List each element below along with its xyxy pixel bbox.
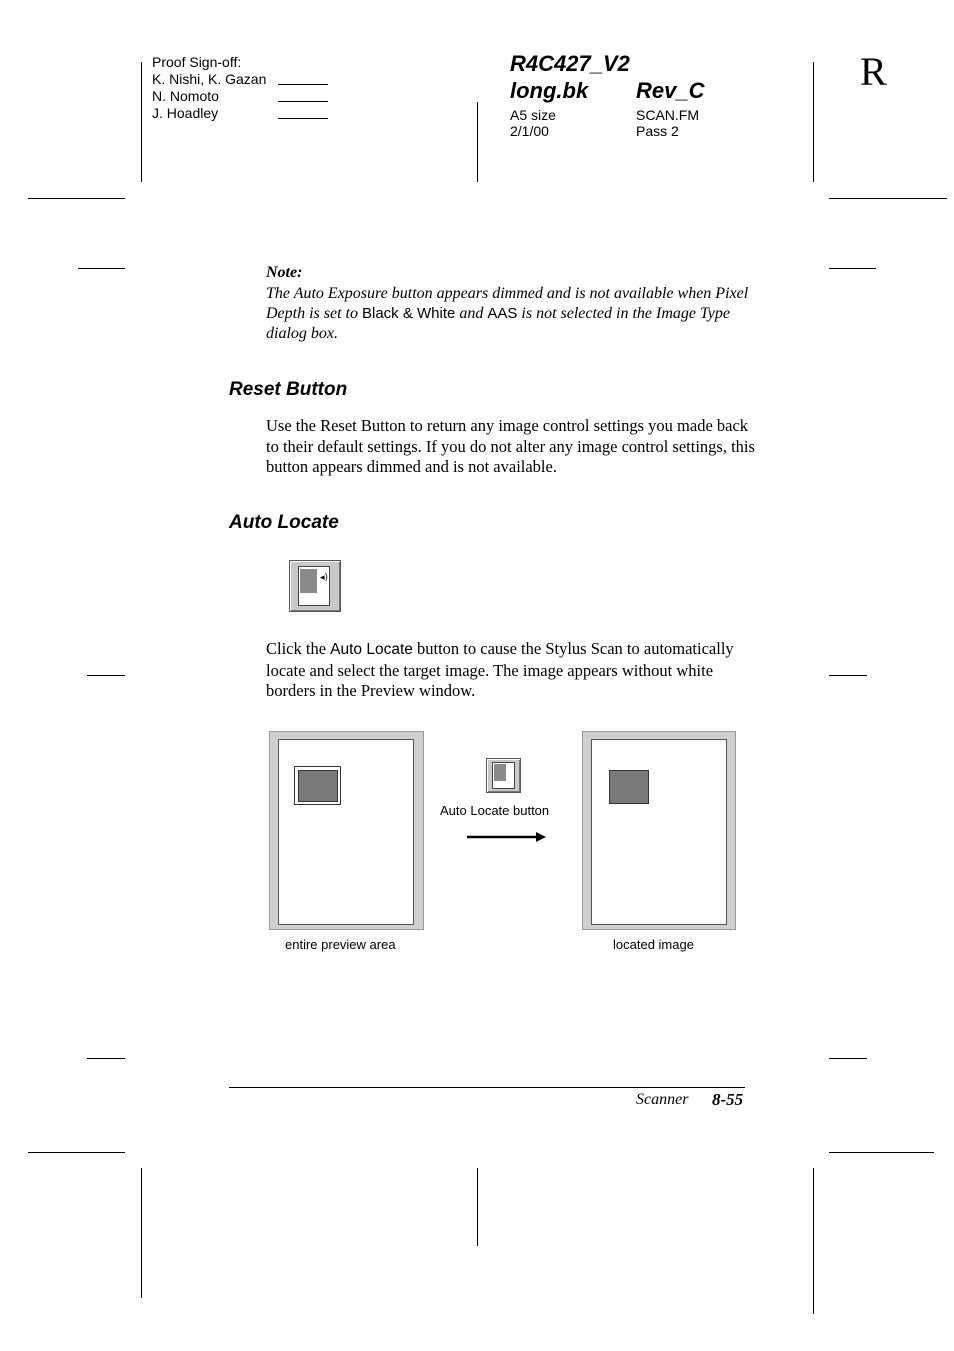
auto-locate-heading: Auto Locate — [229, 512, 339, 533]
crop-mark — [78, 268, 125, 269]
body-text: Click the — [266, 639, 331, 658]
speaker-icon: ◂) — [320, 573, 329, 583]
preview-page — [591, 739, 727, 925]
crop-mark — [28, 1152, 125, 1153]
pass-number: Pass 2 — [636, 123, 679, 139]
note-text: The Auto Exposure button appears dimmed and is not available when Pixel Depth is set to — [266, 285, 749, 322]
crop-mark — [829, 1058, 867, 1059]
page-number: 8-55 — [712, 1090, 744, 1109]
signoff-name: K. Nishi, K. Gazan — [152, 71, 267, 87]
auto-locate-button-small-icon — [486, 758, 521, 793]
crop-mark — [477, 1168, 478, 1246]
crop-mark — [813, 62, 814, 182]
crop-mark — [829, 198, 947, 199]
crop-mark — [813, 1168, 814, 1314]
arrow-right-icon — [466, 830, 548, 844]
proof-signoff — [152, 54, 328, 122]
crop-mark — [829, 268, 876, 269]
crop-mark — [829, 675, 867, 676]
located-image — [609, 770, 649, 804]
corner-letter: R — [860, 49, 887, 94]
crop-mark — [28, 198, 125, 199]
signoff-line — [278, 71, 328, 85]
note-ui-term: Black & White — [362, 305, 456, 322]
body-ui-term: Auto Locate — [330, 641, 413, 658]
image-area-icon — [300, 569, 317, 593]
note-heading: Note: — [266, 264, 303, 281]
crop-mark — [87, 675, 125, 676]
crop-mark — [141, 1168, 142, 1298]
doc-date: 2/1/00 — [510, 123, 549, 139]
footer-rule — [229, 1087, 745, 1088]
auto-locate-button-icon — [289, 560, 341, 612]
signoff-name: N. Nomoto — [152, 88, 219, 104]
image-area-icon — [494, 764, 506, 781]
page-size: A5 size — [510, 107, 556, 123]
note-text: is not selected in the Image Type dialog box. — [266, 305, 730, 342]
right-caption: located image — [613, 937, 694, 952]
button-caption: Auto Locate button — [440, 803, 550, 818]
crop-mark — [477, 102, 478, 182]
crop-mark — [141, 62, 142, 182]
body-text: button to cause the Stylus Scan to automatically locate and select the target image. The image appears without white borders in the Preview window. — [266, 639, 734, 700]
crop-mark — [87, 1058, 125, 1059]
footer-section: Scanner — [636, 1091, 689, 1108]
revision: Rev_C — [636, 78, 705, 103]
doc-code: R4C427_V2 — [510, 51, 630, 76]
proof-title: Proof Sign-off: — [152, 54, 242, 70]
entire-preview-frame — [269, 731, 424, 930]
crop-mark — [829, 1152, 934, 1153]
left-caption: entire preview area — [285, 937, 396, 952]
signoff-line — [278, 88, 328, 102]
located-image-frame — [582, 731, 736, 930]
signoff-line — [278, 105, 328, 119]
note-text: and — [455, 305, 488, 322]
scanned-image — [298, 770, 338, 802]
reset-heading: Reset Button — [229, 379, 348, 400]
reset-body: Use the Reset Button to return any image control settings you made back to their default settings. If you do not alter any image control settings, this button appears dimmed and is not available. — [266, 416, 755, 476]
book-name: long.bk — [510, 78, 589, 103]
note-ui-term: AAS — [487, 305, 518, 322]
note-body — [266, 284, 756, 344]
auto-locate-body — [266, 639, 756, 702]
file-name: SCAN.FM — [636, 107, 699, 123]
signoff-name: J. Hoadley — [152, 105, 219, 121]
